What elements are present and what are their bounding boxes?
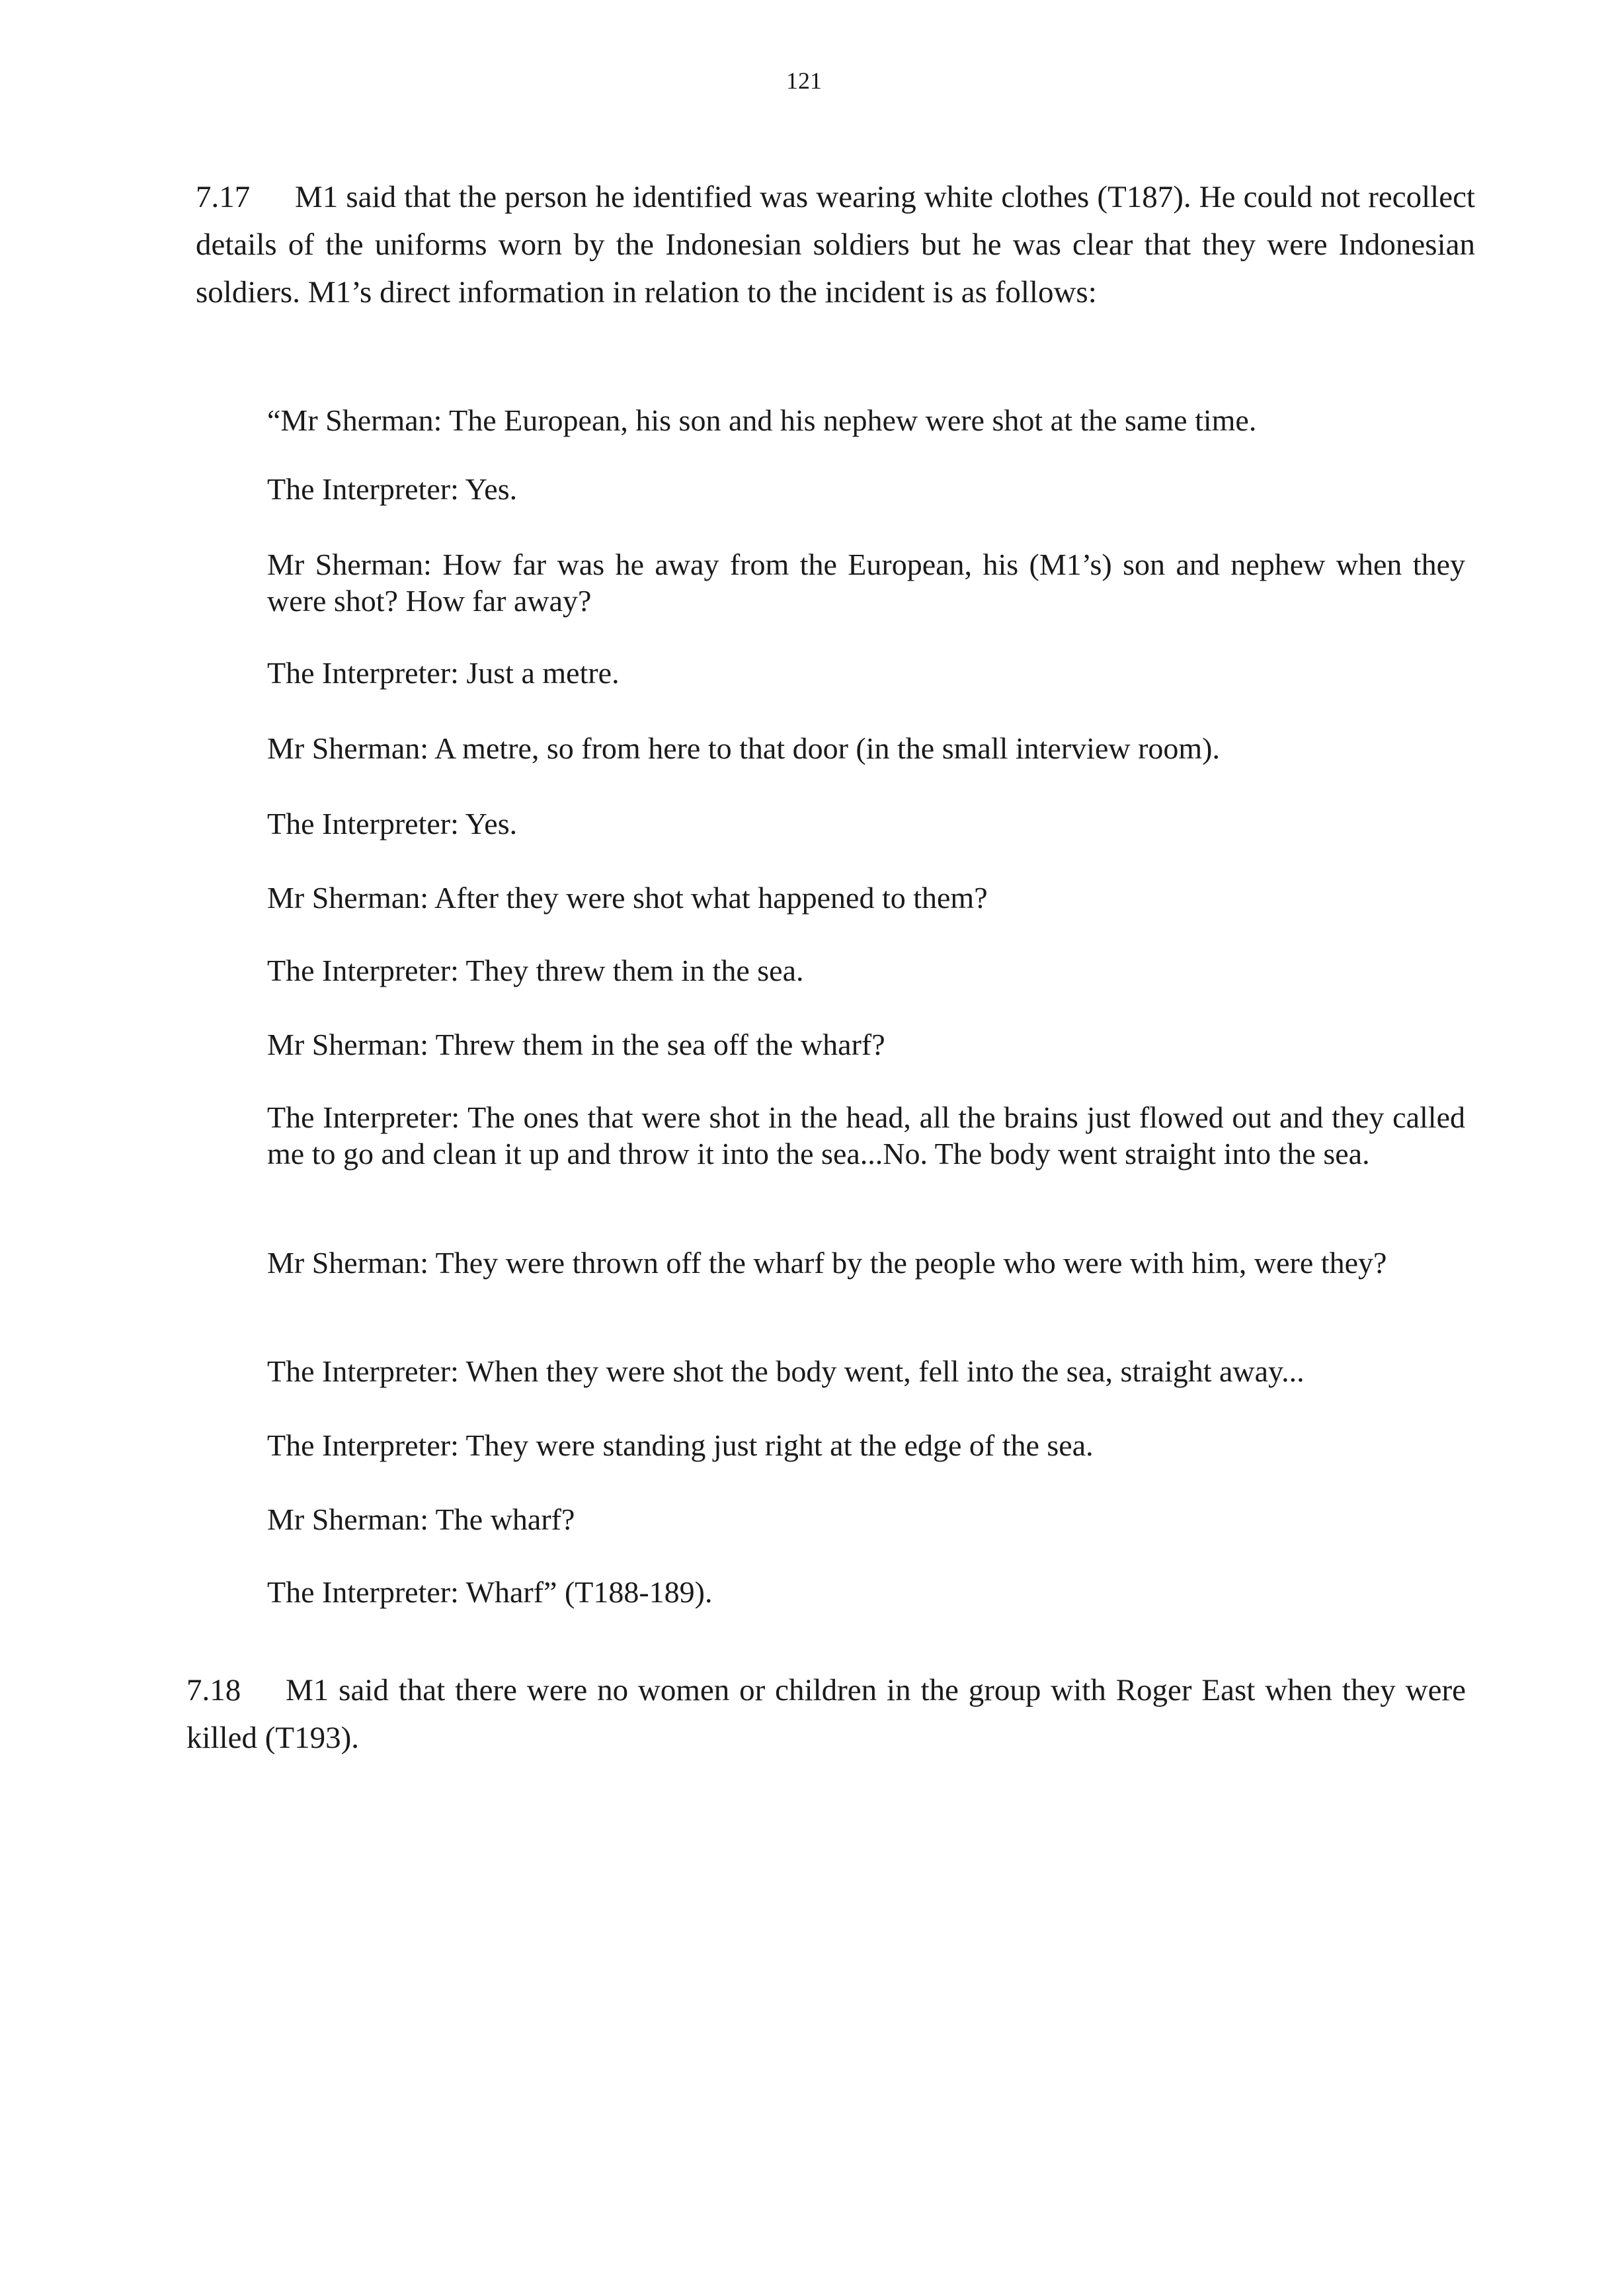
transcript-line: Mr Sherman: The wharf? — [267, 1502, 575, 1536]
paragraph-text: M1 said that the person he identified was wearing white clothes (T187). He could not recollect details of the uniforms worn by the Indonesian soldiers but he was clear that they were Indonesian soldiers. M1’s direct information in relation to the incident is as follows: — [196, 180, 1475, 309]
transcript-line: Mr Sherman: A metre, so from here to that door (in the small interview room). — [267, 731, 1221, 765]
transcript-line: Mr Sherman: How far was he away from the European, his (M1’s) son and nephew when they were shot? How far away? — [267, 548, 1465, 618]
page-number: 121 — [786, 67, 822, 94]
transcript-line: The Interpreter: Yes. — [267, 472, 518, 506]
paragraph-7-18 — [186, 1666, 1466, 1762]
transcript-line: “Mr Sherman: The European, his son and his nephew were shot at the same time. — [267, 403, 1257, 437]
paragraph-number: 7.18 — [186, 1673, 241, 1707]
paragraph-7-17 — [196, 173, 1475, 316]
transcript-line: The Interpreter: When they were shot the body went, fell into the sea, straight away... — [267, 1354, 1305, 1388]
transcript-line: Mr Sherman: Threw them in the sea off the wharf? — [267, 1028, 885, 1061]
transcript-line: The Interpreter: Yes. — [267, 807, 518, 840]
transcript-line: The Interpreter: Wharf” (T188-189). — [267, 1575, 713, 1609]
paragraph-number: 7.17 — [196, 180, 251, 214]
transcript-line: Mr Sherman: They were thrown off the wharf by the people who were with him, were they? — [267, 1246, 1387, 1280]
transcript-line: Mr Sherman: After they were shot what happened to them? — [267, 881, 988, 915]
transcript-line: The Interpreter: The ones that were shot in the head, all the brains just flowed out and they called me to go and clean it up and throw it into the sea...No. The body went straight into the sea. — [267, 1100, 1465, 1170]
transcript-line: The Interpreter: They threw them in the sea. — [267, 954, 804, 987]
transcript-line: The Interpreter: Just a metre. — [267, 656, 620, 690]
paragraph-text: M1 said that there were no women or children in the group with Roger East when they were killed (T193). — [186, 1673, 1466, 1755]
transcript-line: The Interpreter: They were standing just right at the edge of the sea. — [267, 1428, 1094, 1462]
